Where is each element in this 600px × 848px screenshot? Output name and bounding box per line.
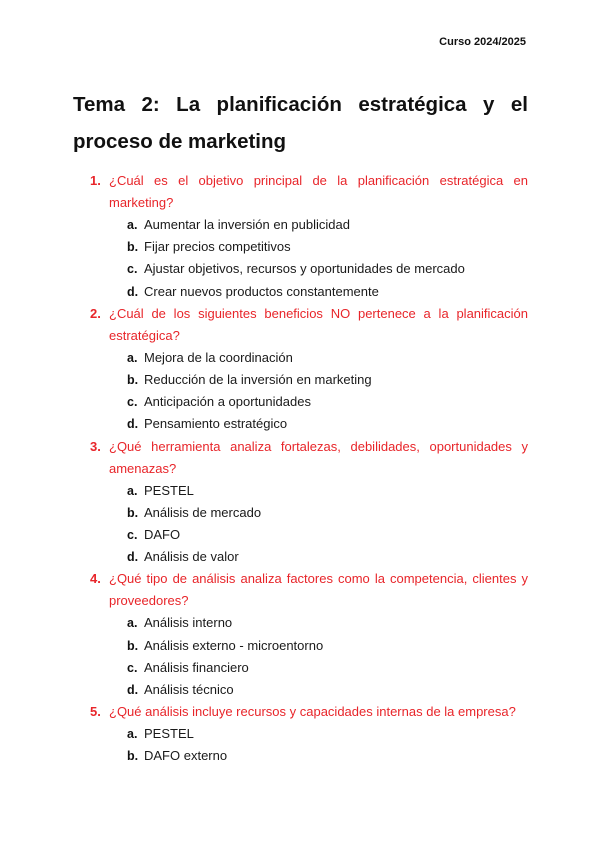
option-text: Pensamiento estratégico [144,416,288,432]
option-text: Aumentar la inversión en publicidad [144,217,350,232]
answer-option [127,258,528,280]
option-letter: b. [127,240,139,255]
option-letter: a. [127,616,138,631]
option-text: Análisis financiero [144,659,249,675]
option-text: Reducción de la inversión en marketing [144,372,372,388]
option-text: Análisis interno [144,615,233,631]
option-letter: d. [127,284,139,299]
option-text: Ajustar objetivos, recursos y oportunidades de mercado [144,261,465,277]
option-letter: d. [127,683,139,698]
question-number: 5. [90,704,101,720]
question-text: ¿Qué herramienta analiza fortalezas, debilidades, oportunidades y amenazas? [109,438,528,476]
question-text: ¿Qué análisis incluye recursos y capacidades internas de la empresa? [109,704,516,720]
option-list [90,480,528,569]
option-letter: a. [127,218,138,232]
question-text: ¿Cuál de los siguientes beneficios NO pertenece a la planificación estratégica? [109,305,528,343]
option-letter: a. [127,350,138,365]
option-list [90,347,528,436]
question-row [90,701,528,723]
option-text: Fijar precios competitivos [144,239,291,255]
answer-option [127,281,528,303]
option-letter: b. [127,505,139,520]
answer-option [127,480,528,502]
answer-option [127,502,528,524]
question-item [90,170,528,303]
question-number: 2. [90,305,101,321]
answer-option [127,635,528,657]
option-list [90,214,528,303]
option-text: DAFO [144,527,181,543]
option-letter: a. [127,483,138,498]
question-text: ¿Qué tipo de análisis analiza factores como la competencia, clientes y proveedores? [109,571,528,609]
option-letter: d. [127,417,139,432]
option-text: PESTEL [144,482,194,498]
option-letter: c. [127,660,138,675]
page-title: Tema 2: La planificación estratégica y el proceso de marketing [73,93,528,153]
question-item [90,701,528,767]
answer-option [127,679,528,701]
question-row [90,170,528,214]
option-text: Mejora de la coordinación [144,349,293,365]
option-text: Anticipación a oportunidades [144,394,311,410]
answer-option [127,347,528,369]
question-row [90,568,528,612]
question-item [90,436,528,569]
option-letter: a. [127,727,138,742]
option-text: PESTEL [144,726,194,742]
course-header: Curso 2024/2025 [439,36,526,48]
answer-option [127,369,528,391]
option-text: Crear nuevos productos constantemente [144,283,379,299]
option-letter: c. [127,395,138,410]
option-letter: c. [127,528,138,543]
answer-option [127,391,528,413]
option-list [90,723,528,767]
answer-option [127,524,528,546]
option-letter: b. [127,638,139,653]
option-list [90,612,528,701]
question-row [90,303,528,347]
option-text: Análisis de mercado [144,504,262,520]
option-letter: d. [127,550,139,565]
question-row [90,436,528,480]
answer-option [127,723,528,745]
question-number: 3. [90,438,101,454]
option-text: Análisis externo - microentorno [144,637,324,653]
question-item [90,303,528,436]
question-number: 4. [90,571,101,587]
answer-option [127,214,528,236]
option-letter: b. [127,373,139,388]
question-text: ¿Cuál es el objetivo principal de la planificación estratégica en marketing? [109,173,528,210]
option-letter: b. [127,749,139,764]
answer-option [127,612,528,634]
answer-option [127,546,528,568]
option-letter: c. [127,262,138,277]
answer-option [127,657,528,679]
option-text: DAFO externo [144,748,228,764]
answer-option [127,236,528,258]
question-list [90,170,528,768]
answer-option [127,413,528,435]
answer-option [127,745,528,767]
option-text: Análisis de valor [144,549,239,565]
question-item [90,568,528,701]
option-text: Análisis técnico [144,682,234,698]
question-number: 1. [90,173,101,188]
